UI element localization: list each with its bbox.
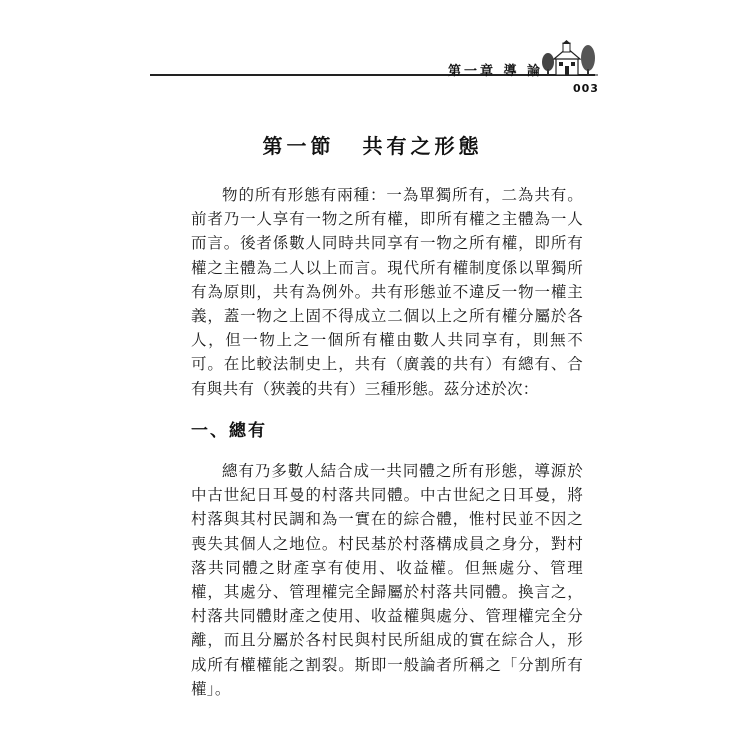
body-paragraph-zongyou: 總有乃多數人結合成一共同體之所有形態，導源於中古世紀日耳曼的村落共同體。中古世紀之日耳曼，將村落與其村民調和為一實在的綜合體，惟村民並不因之喪失其個人之地位。村民基於村落構成員之身分，對村落共同體之財產享有使用、收益權。但無處分、管理權，其處分、管理權完全歸屬於村落共同體。換言之，村落共同體財產之使用、收益權與處分、管理權完全分離，而且分屬於各村民與村民所組成的實在綜合人，形成所有權權能之割裂。斯即一般論者所稱之「分割所有權」。 xyxy=(191,462,583,698)
page-number: 003 xyxy=(573,82,599,95)
section-heading xyxy=(150,130,595,159)
subsection-heading: 一、總有 xyxy=(191,421,267,441)
section-title-text: 共有之形態 xyxy=(362,134,483,158)
running-header-chapter: 第一章 導 論 xyxy=(448,64,544,79)
body-paragraph-intro: 物的所有形態有兩種：一為單獨所有，二為共有。前者乃一人享有一物之所有權，即所有權之主體為一人而言。後者係數人同時共同享有一物之所有權，即所有權之主體為二人以上而言。現代所有權制度係以單獨所有為原則，共有為例外。共有形態並不違反一物一權主義，蓋一物之上固不得成立二個以上之所有權分屬於各人，但一物上之一個所有權由數人共同享有，則無不可。在比較法制史上，共有（廣義的共有）有總有、合有與共有（狹義的共有）三種形態。茲分述於次： xyxy=(191,186,583,398)
house-with-trees-icon xyxy=(540,40,598,76)
section-number: 第一節 xyxy=(262,134,335,158)
